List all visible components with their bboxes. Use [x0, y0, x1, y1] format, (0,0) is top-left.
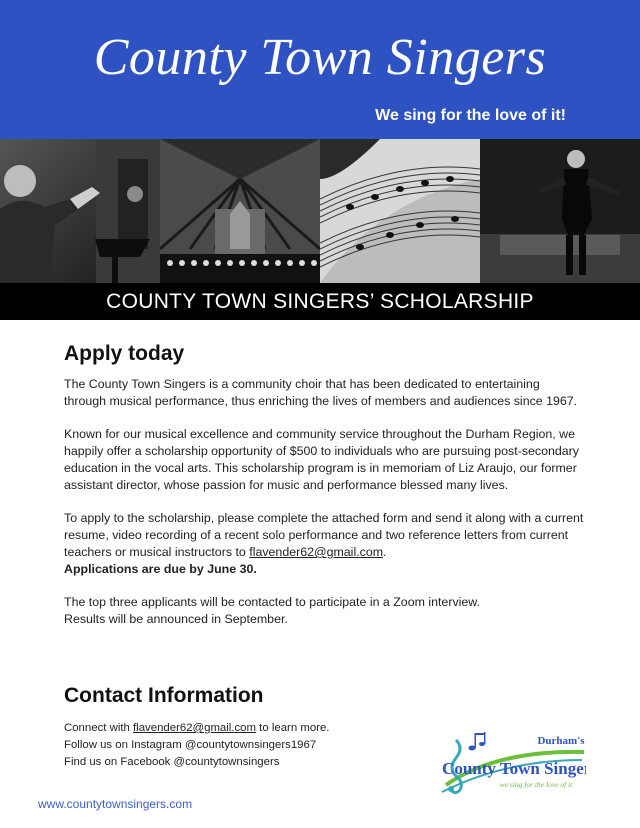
instagram-line: Follow us on Instagram @countytownsingers1967	[64, 739, 317, 751]
site-tagline: We sing for the love of it!	[375, 107, 566, 124]
application-text-end: .	[383, 545, 387, 559]
photo-strip	[0, 139, 640, 283]
facebook-line: Find us on Facebook @countytownsingers	[64, 756, 280, 768]
footer-website-link[interactable]: www.countytownsingers.com	[38, 797, 193, 811]
contact-email-suffix: to learn more.	[256, 722, 330, 734]
application-email-link[interactable]: flavender62@gmail.com	[249, 545, 384, 559]
choir-logo	[436, 730, 586, 800]
logo-tagline: we sing for the love of it	[499, 780, 573, 789]
scholarship-banner: COUNTY TOWN SINGERS’ SCHOLARSHIP	[0, 283, 640, 320]
header-banner	[0, 0, 640, 139]
photo-conductor	[0, 139, 160, 283]
photo-stage-conductor	[480, 139, 640, 283]
scholarship-paragraph: Known for our musical excellence and community service throughout the Durham Region, we happily offer a scholarship opportunity of $500 to individuals who are pursuing post-secondary education in the vocal arts. This scholarship program is in memoriam of Liz Araujo, our former assistant director, whose passion for music and performance blessed many lives.	[64, 427, 579, 492]
intro-paragraph: The County Town Singers is a community choir that has been dedicated to entertaining through musical performance, thus enriching the lives of members and audiences since 1967.	[64, 377, 578, 408]
application-deadline: Applications are due by June 30.	[64, 562, 257, 576]
contact-email-link[interactable]: flavender62@gmail.com	[133, 722, 257, 734]
logo-small-text: Durham's	[537, 735, 585, 747]
apply-heading: Apply today	[64, 342, 185, 365]
contact-section	[64, 684, 444, 771]
application-paragraph	[64, 510, 584, 578]
interview-line: The top three applicants will be contacted to participate in a Zoom interview.	[64, 595, 480, 609]
application-text: To apply to the scholarship, please complete the attached form and send it along with a current resume, video recording of a recent solo performance and two reference letters from current teachers or musical instructors to	[64, 511, 584, 559]
music-note-icon	[469, 732, 486, 751]
contact-email-prefix: Connect with	[64, 722, 134, 734]
photo-sheet-music	[320, 139, 480, 283]
contact-email-line	[64, 720, 444, 737]
site-title: County Town Singers	[93, 29, 547, 86]
photo-church-choir	[160, 139, 320, 283]
logo-main-text: County Town Singers	[442, 759, 586, 778]
interview-paragraph	[64, 594, 584, 628]
results-line: Results will be announced in September.	[64, 612, 288, 626]
contact-heading: Contact Information	[64, 684, 264, 707]
apply-section	[64, 342, 584, 644]
